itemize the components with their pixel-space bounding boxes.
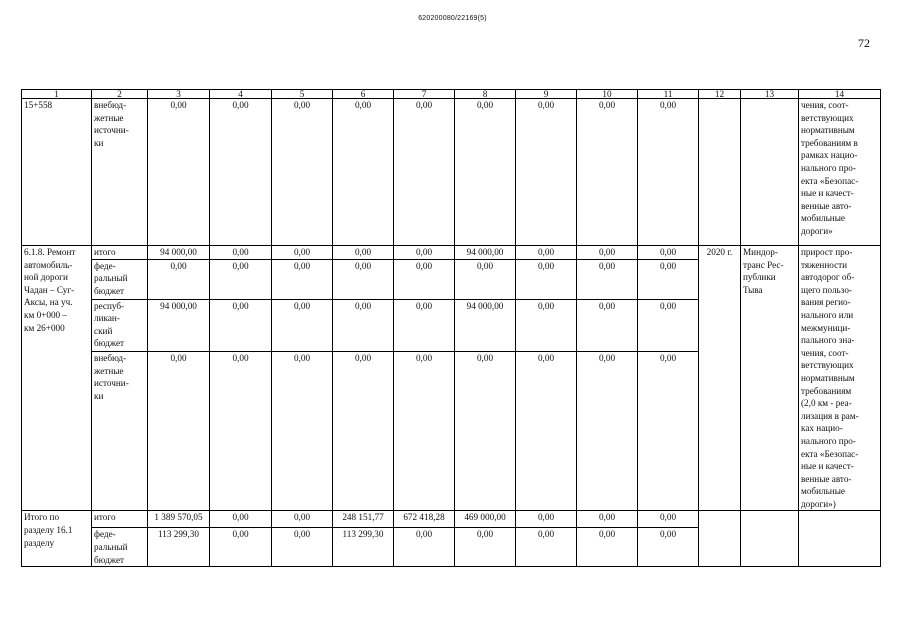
year-cell: [699, 511, 741, 567]
funding-source-cell: феде- ральный бюджет: [92, 528, 148, 567]
value-cell: 94 000,00: [455, 299, 516, 352]
value-cell: 0,00: [272, 246, 333, 260]
value-cell: 0,00: [638, 246, 699, 260]
result-cell: чения, соот- ветствующих нормативным требованиям в рамках нацио- нального про- екта «Безопас- ные и качест- венные авто- мобильные дороги»: [799, 99, 881, 246]
column-number-cell: 12: [699, 90, 741, 99]
value-cell: 0,00: [394, 352, 455, 511]
column-number-cell: 7: [394, 90, 455, 99]
column-number-cell: 3: [148, 90, 210, 99]
value-cell: 0,00: [577, 528, 638, 567]
value-cell: 0,00: [516, 246, 577, 260]
value-cell: 0,00: [577, 511, 638, 528]
column-number-cell: 9: [516, 90, 577, 99]
document-id: 620200080/22169(5): [418, 15, 487, 22]
value-cell: 0,00: [333, 299, 394, 352]
value-cell: 0,00: [577, 352, 638, 511]
value-cell: 0,00: [455, 528, 516, 567]
column-number-cell: 1: [22, 90, 92, 99]
value-cell: 0,00: [455, 99, 516, 246]
value-cell: 0,00: [210, 511, 272, 528]
value-cell: 469 000,00: [455, 511, 516, 528]
value-cell: 0,00: [638, 299, 699, 352]
value-cell: 94 000,00: [148, 299, 210, 352]
value-cell: 0,00: [577, 259, 638, 299]
funding-source-cell: итого: [92, 511, 148, 528]
item-name-cell: 6.1.8. Ремонт автомобиль- ной дороги Чадан – Суг- Аксы, на уч. км 0+000 – км 26+000: [22, 246, 92, 511]
value-cell: 248 151,77: [333, 511, 394, 528]
funding-source-cell: внебюд- жетные источни- ки: [92, 99, 148, 246]
value-cell: 0,00: [577, 299, 638, 352]
value-cell: 0,00: [516, 259, 577, 299]
value-cell: 0,00: [148, 352, 210, 511]
value-cell: 0,00: [272, 259, 333, 299]
value-cell: 0,00: [333, 246, 394, 260]
column-number-cell: 8: [455, 90, 516, 99]
value-cell: 0,00: [394, 246, 455, 260]
result-cell: прирост про- тяженности автодорог об- щего пользо- вания регио- нального или межмуници- пального зна- чения, соот- ветствующих нормативным требованиям (2,0 км - реа- лизация в рам- ках нацио- нального про- екта «Безопас- ные и качест- венные авто- мобильные дороги»): [799, 246, 881, 511]
page-number: 72: [858, 36, 870, 50]
column-number-cell: 4: [210, 90, 272, 99]
value-cell: 113 299,30: [333, 528, 394, 567]
funding-source-cell: внебюд- жетные источни- ки: [92, 352, 148, 511]
item-name-cell: Итого по разделу 16.1 разделу: [22, 511, 92, 567]
column-number-row: [22, 90, 881, 99]
value-cell: 0,00: [638, 511, 699, 528]
column-number-cell: 10: [577, 90, 638, 99]
funding-source-cell: итого: [92, 246, 148, 260]
value-cell: 0,00: [210, 352, 272, 511]
value-cell: 0,00: [210, 299, 272, 352]
value-cell: 0,00: [394, 299, 455, 352]
value-cell: 94 000,00: [455, 246, 516, 260]
value-cell: 0,00: [577, 99, 638, 246]
value-cell: 0,00: [638, 259, 699, 299]
value-cell: 0,00: [638, 352, 699, 511]
value-cell: 0,00: [148, 99, 210, 246]
value-cell: 0,00: [516, 528, 577, 567]
column-number-cell: 2: [92, 90, 148, 99]
value-cell: 0,00: [638, 528, 699, 567]
value-cell: 0,00: [638, 99, 699, 246]
value-cell: 94 000,00: [148, 246, 210, 260]
funding-source-cell: респуб- ликан- ский бюджет: [92, 299, 148, 352]
value-cell: 672 418,28: [394, 511, 455, 528]
program-table: [21, 89, 881, 567]
column-number-cell: 5: [272, 90, 333, 99]
value-cell: 0,00: [333, 99, 394, 246]
value-cell: 0,00: [394, 528, 455, 567]
value-cell: 0,00: [272, 299, 333, 352]
value-cell: 0,00: [272, 511, 333, 528]
value-cell: 0,00: [272, 352, 333, 511]
value-cell: 113 299,30: [148, 528, 210, 567]
table-row: [22, 511, 881, 528]
year-cell: [699, 99, 741, 246]
value-cell: 0,00: [516, 352, 577, 511]
value-cell: 0,00: [333, 259, 394, 299]
value-cell: 0,00: [394, 99, 455, 246]
column-number-cell: 6: [333, 90, 394, 99]
value-cell: 0,00: [210, 246, 272, 260]
value-cell: 0,00: [577, 246, 638, 260]
column-number-cell: 13: [741, 90, 799, 99]
item-name-cell: 15+558: [22, 99, 92, 246]
value-cell: 0,00: [210, 528, 272, 567]
value-cell: 0,00: [516, 99, 577, 246]
executor-cell: [741, 511, 799, 567]
value-cell: 0,00: [210, 99, 272, 246]
value-cell: 0,00: [272, 99, 333, 246]
value-cell: 0,00: [333, 352, 394, 511]
year-cell: 2020 г.: [699, 246, 741, 511]
table-row: [22, 246, 881, 260]
result-cell: [799, 511, 881, 567]
value-cell: 1 389 570,05: [148, 511, 210, 528]
value-cell: 0,00: [455, 352, 516, 511]
value-cell: 0,00: [272, 528, 333, 567]
value-cell: 0,00: [516, 511, 577, 528]
executor-cell: [741, 99, 799, 246]
column-number-cell: 14: [799, 90, 881, 99]
value-cell: 0,00: [516, 299, 577, 352]
value-cell: 0,00: [148, 259, 210, 299]
value-cell: 0,00: [394, 259, 455, 299]
table-body: [22, 90, 881, 567]
column-number-cell: 11: [638, 90, 699, 99]
value-cell: 0,00: [210, 259, 272, 299]
table-row: [22, 99, 881, 246]
funding-source-cell: феде- ральный бюджет: [92, 259, 148, 299]
executor-cell: Миндор- транс Рес- публики Тыва: [741, 246, 799, 511]
value-cell: 0,00: [455, 259, 516, 299]
